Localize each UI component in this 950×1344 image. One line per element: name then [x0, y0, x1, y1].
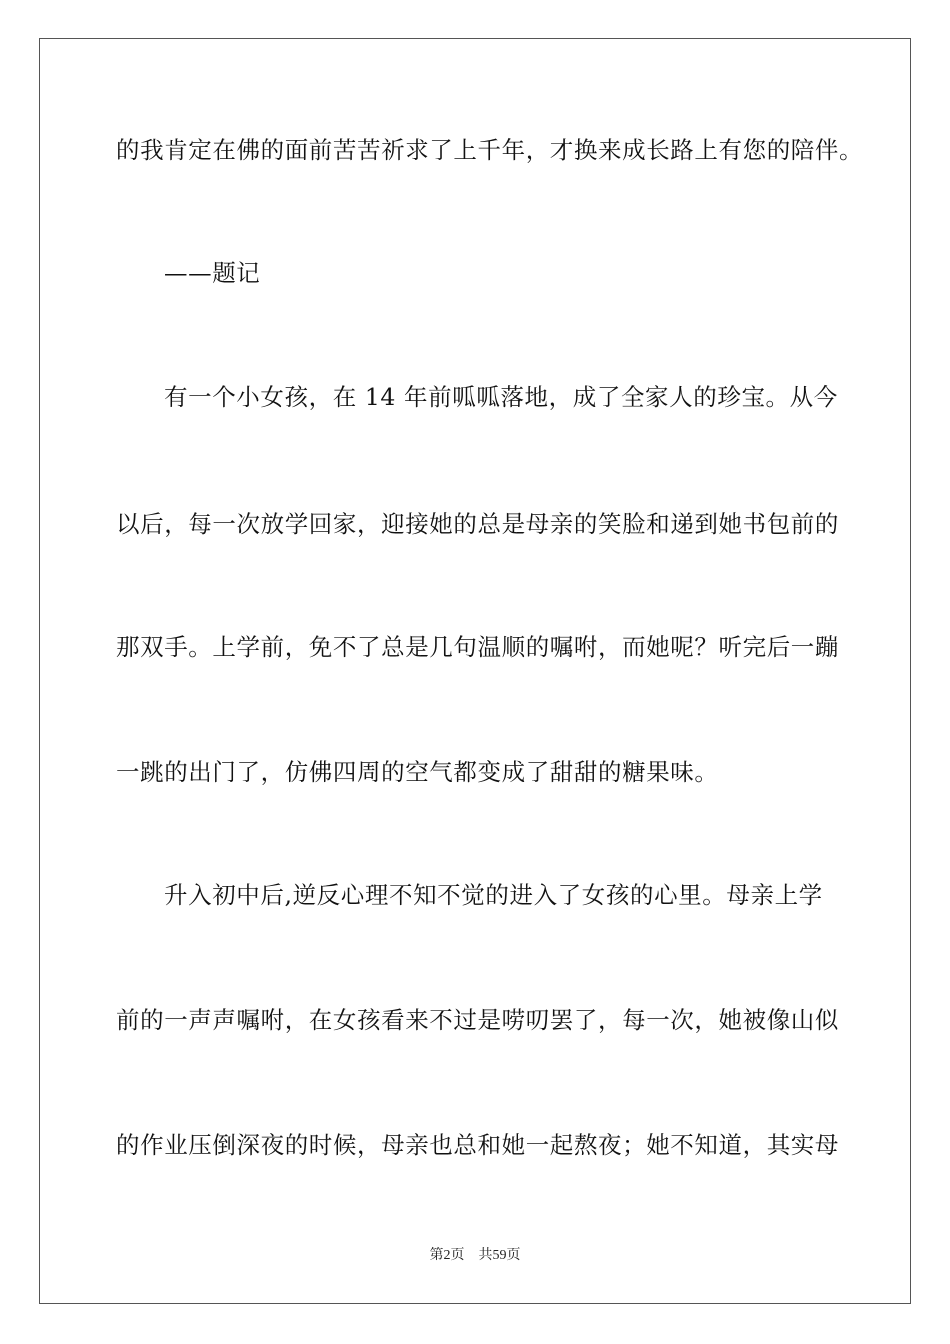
epigraph-attribution: ——题记: [164, 259, 261, 287]
text-line: 那双手。上学前，免不了总是几句温顺的嘱咐，而她呢？听完后一蹦: [116, 633, 839, 661]
text-line: 一跳的出门了，仿佛四周的空气都变成了甜甜的糖果味。: [116, 758, 719, 786]
page-footer: [0, 1246, 950, 1266]
page-number: 第2页: [429, 1248, 465, 1263]
text-line: 的我肯定在佛的面前苦苦祈求了上千年，才换来成长路上有您的陪伴。: [116, 136, 864, 164]
page-total: 共59页: [478, 1248, 521, 1263]
text-line: 前的一声声嘱咐，在女孩看来不过是唠叨罢了，每一次，她被像山似: [116, 1006, 839, 1034]
text-line: 的作业压倒深夜的时候，母亲也总和她一起熬夜；她不知道，其实母: [116, 1131, 839, 1159]
text-line: 以后，每一次放学回家，迎接她的总是母亲的笑脸和递到她书包前的: [116, 510, 839, 538]
paragraph-start-line: 有一个小女孩，在 14 年前呱呱落地，成了全家人的珍宝。从今: [164, 383, 838, 411]
paragraph-start-line: 升入初中后,逆反心理不知不觉的进入了女孩的心里。母亲上学: [164, 881, 823, 909]
page-frame: [39, 38, 911, 1304]
